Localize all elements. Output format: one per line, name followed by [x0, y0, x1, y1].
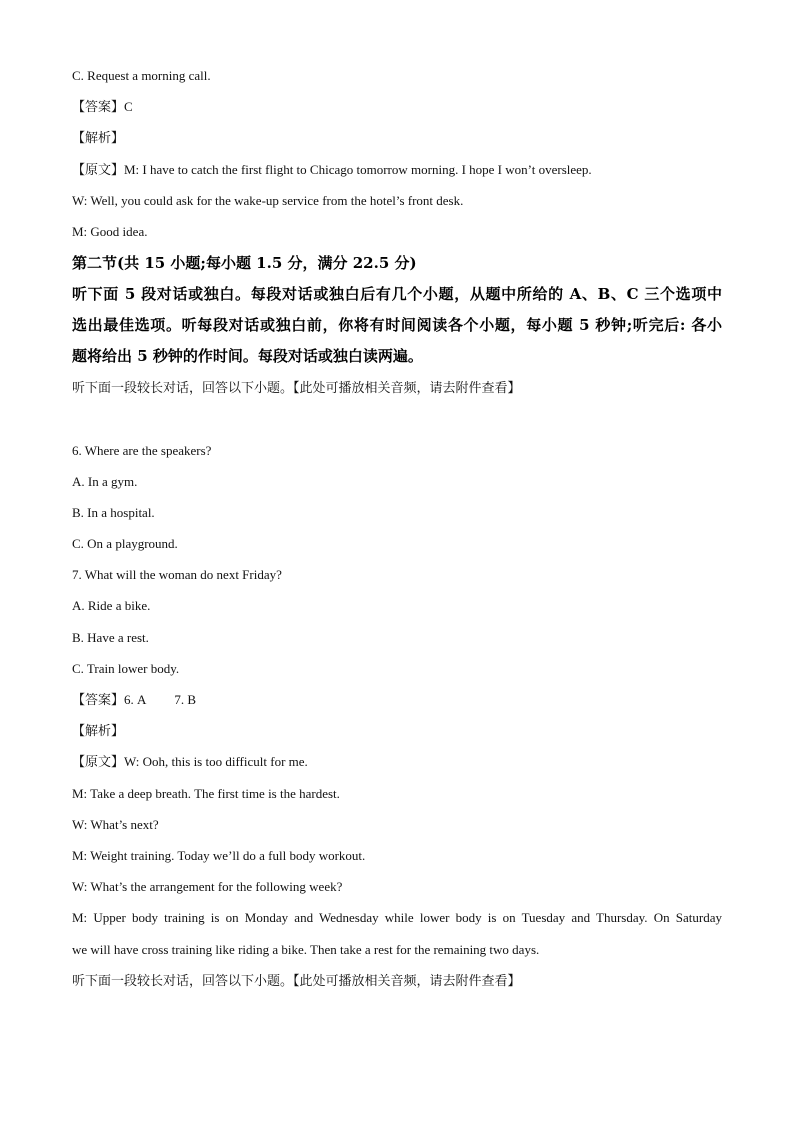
question-7-option-a: A. Ride a bike.: [72, 598, 151, 613]
question-6-option-c: C. On a playground.: [72, 536, 178, 551]
transcript-line: 【原文】M: I have to catch the first flight to Chicago tomorrow morning. I hope I won’t oversleep.: [72, 162, 592, 177]
audio-instruction: 听下面一段较长对话，回答以下小题。【此处可播放相关音频，请去附件查看】: [72, 973, 521, 988]
question-7: 7. What will the woman do next Friday?: [72, 567, 282, 582]
transcript-line: M: Take a deep breath. The first time is the hardest.: [72, 786, 340, 801]
audio-instruction: 听下面一段较长对话，回答以下小题。【此处可播放相关音频，请去附件查看】: [72, 380, 521, 395]
transcript-line: M: Weight training. Today we’ll do a full body workout.: [72, 848, 366, 863]
section-instructions-line: 题将给出 5 秒钟的作时间。每段对话或独白读两遍。: [72, 347, 423, 365]
section-instructions-line: 选出最佳选项。听每段对话或独白前，你将有时间阅读各个小题，每小题 5 秒钟;听完后: 各小: [72, 316, 722, 334]
transcript-line: we will have cross training like riding a bike. Then take a rest for the remaining two days.: [72, 942, 540, 957]
analysis-label: 【解析】: [72, 130, 125, 145]
question-7-option-b: B. Have a rest.: [72, 630, 149, 645]
answer-7: 7. B: [174, 692, 197, 707]
answer-row: [72, 691, 196, 709]
transcript-line: W: What’s the arrangement for the following week?: [72, 879, 343, 894]
section-instructions-line: 听下面 5 段对话或独白。每段对话或独白后有几个小题，从题中所给的 A、B、C 三个选项中: [72, 285, 722, 303]
transcript-line: M: Upper body training is on Monday and Wednesday while lower body is on Tuesday and Thursday. On Saturday: [72, 910, 722, 925]
option-c-request-morning-call: C. Request a morning call.: [72, 68, 211, 83]
answer-label: 【答案】C: [72, 99, 133, 114]
transcript-line: 【原文】W: Ooh, this is too difficult for me.: [72, 754, 308, 769]
transcript-line: W: Well, you could ask for the wake-up service from the hotel’s front desk.: [72, 193, 464, 208]
section-heading: 第二节(共 15 小题;每小题 1.5 分，满分 22.5 分): [72, 254, 417, 272]
question-6-option-b: B. In a hospital.: [72, 505, 155, 520]
transcript-line: M: Good idea.: [72, 224, 148, 239]
transcript-line: W: What’s next?: [72, 817, 159, 832]
answer-6: 【答案】6. A: [72, 692, 147, 707]
analysis-label: 【解析】: [72, 723, 125, 738]
question-7-option-c: C. Train lower body.: [72, 661, 180, 676]
question-6: 6. Where are the speakers?: [72, 443, 212, 458]
question-6-option-a: A. In a gym.: [72, 474, 138, 489]
